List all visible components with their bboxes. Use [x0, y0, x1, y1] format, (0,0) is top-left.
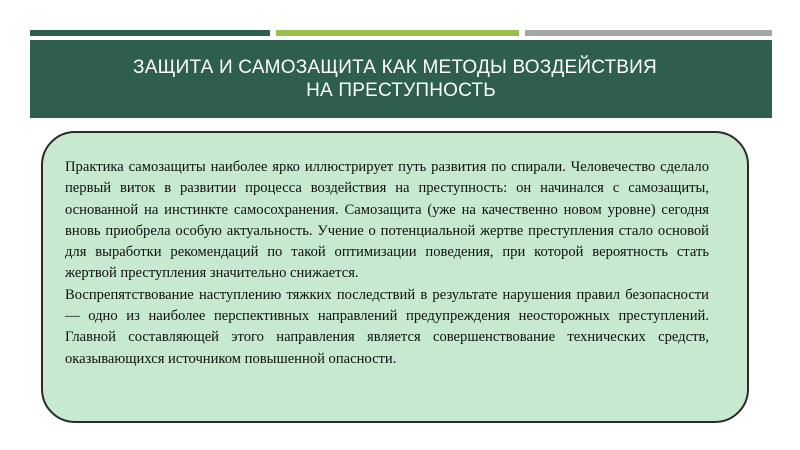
accent-bar-dark-green: [30, 30, 270, 36]
paragraph-self-defense: Практика самозащиты наиболее ярко иллюстрирует путь развития по спирали. Человечество сделало первый виток в развитии процесса воздействия на преступность: он начинался с самозащиты, основанной на инстинкте самосохранения. Самозащита (уже на качественно новом уровне) сегодня вновь приобрела особую актуальность. Учение о потенциальной жертве преступления стало основой для выработки рекомендаций по такой оптимизации поведения, при которой вероятность стать жертвой преступления значительно снижается.: [65, 159, 709, 282]
slide-title-line-1: ЗАЩИТА И САМОЗАЩИТА КАК МЕТОДЫ ВОЗДЕЙСТВИЯ: [133, 57, 657, 78]
content-card: [41, 131, 749, 423]
slide-title-line-2: НА ПРЕСТУПНОСТЬ: [306, 80, 496, 101]
top-accent-bars: [30, 30, 772, 36]
accent-bar-light-green: [276, 30, 519, 36]
slide-title-banner: [30, 40, 772, 118]
paragraph-prevention: Воспрепятствование наступлению тяжких последствий в результате нарушения правил безопасности — одно из наиболее перспективных направлений предупреждения неосторожных преступлений. Главной составляющей этого направления является совершенствование технических средств, оказывающихся источником повышенной опасности.: [65, 286, 709, 367]
accent-bar-gray: [525, 30, 772, 36]
